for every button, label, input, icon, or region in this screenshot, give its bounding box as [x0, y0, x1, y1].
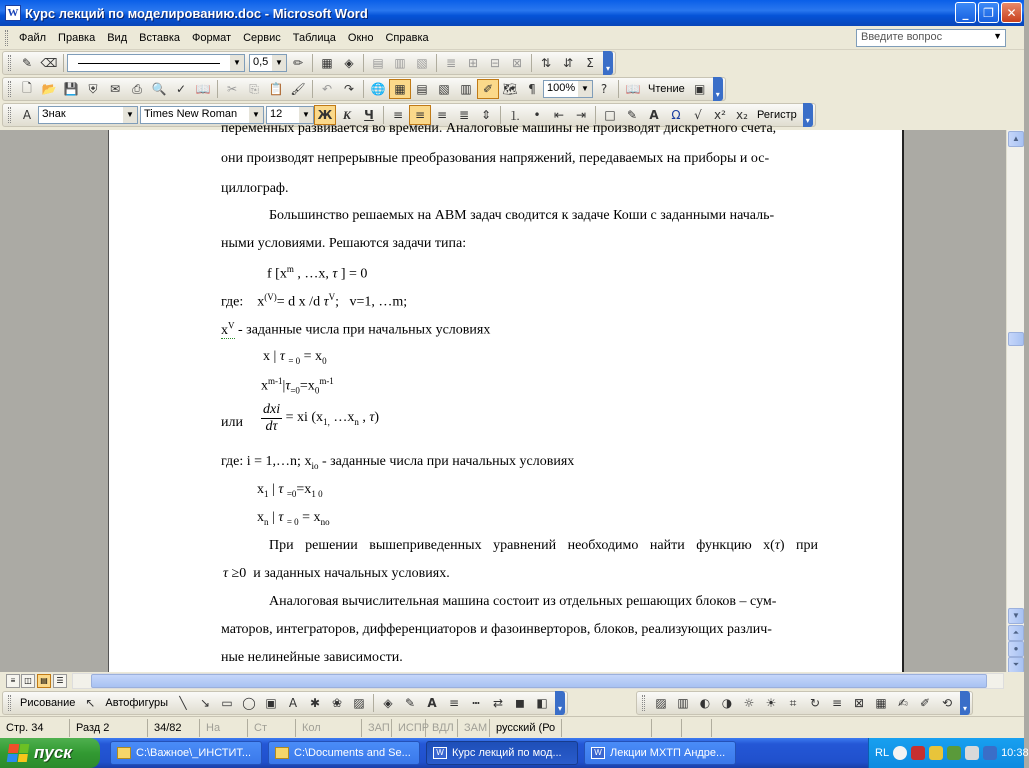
status-pages: 34/82	[148, 719, 200, 737]
dash-style-icon[interactable]: ┅	[472, 696, 480, 710]
fraction-equation[interactable]: dxi dτ = xi ($x_{1,}$ $\dots x_n$ , τ)	[263, 402, 379, 434]
select-objects-icon[interactable]: ↖	[85, 696, 96, 710]
equation-2[interactable]: где: $x^{(V)}= d$ x /d $\tau^V$; v=1, …m;	[221, 292, 408, 310]
windows-logo-icon	[7, 744, 30, 762]
line-icon[interactable]: ╲	[179, 696, 187, 710]
toolbar-options-icon[interactable]: ▾	[960, 691, 970, 715]
superscript-icon[interactable]: x²	[714, 108, 726, 122]
text-direction-icon[interactable]: ⇅	[540, 56, 552, 70]
print-layout-icon[interactable]: ▤	[37, 674, 51, 688]
menu-format[interactable]: Формат	[192, 31, 232, 44]
chevron-down-icon[interactable]: ▼	[249, 107, 263, 123]
split-cells-icon[interactable]: ▧	[416, 56, 428, 70]
io-subscript: io	[311, 460, 319, 471]
change-case-button[interactable]: Регистр	[757, 109, 797, 121]
font-color-icon[interactable]: A	[427, 696, 437, 710]
doc-line[interactable]: Большинство решаемых на АВМ задач сводится к задаче Коши с заданными началь-	[269, 208, 775, 223]
clip-art-icon[interactable]: ❀	[331, 696, 343, 710]
equation-5[interactable]: $x^{m-1}|\tau_{=0}=x_0^{m-1}$	[261, 376, 334, 396]
shadow-icon[interactable]: ◼	[515, 696, 525, 710]
status-rec[interactable]: ЗАП	[362, 719, 392, 737]
symbol-icon[interactable]: Ω	[671, 108, 681, 122]
read-button[interactable]: Чтение	[648, 83, 685, 95]
where-range-text: где: i = 1,…n; x	[221, 454, 312, 469]
chevron-down-icon[interactable]: ▼	[299, 107, 313, 123]
separator	[373, 694, 374, 712]
taskbar-item-active[interactable]	[426, 741, 578, 765]
oval-icon[interactable]: ◯	[242, 696, 256, 710]
help-placeholder: Введите вопрос	[861, 31, 943, 43]
numbering-icon[interactable]: ⒈	[508, 108, 521, 123]
zoom-value: 100%	[547, 82, 576, 94]
font-value: Times New Roman	[144, 108, 238, 120]
paste-icon[interactable]: 📋	[268, 82, 284, 96]
help-icon[interactable]: ?	[600, 82, 608, 96]
tables-toolbar-row	[0, 50, 1024, 76]
menu-grip[interactable]	[5, 30, 8, 46]
chevron-down-icon[interactable]: ▼	[578, 81, 592, 97]
restore-button[interactable]: ❐	[978, 2, 999, 23]
status-line: Ст	[248, 719, 296, 737]
color-icon[interactable]: ▥	[677, 696, 689, 710]
system-tray	[868, 738, 1029, 768]
picture-icon[interactable]: ▨	[353, 696, 365, 710]
rectangle-icon[interactable]: ▭	[221, 696, 233, 710]
toolbar-grip[interactable]	[8, 695, 11, 711]
arrow-icon[interactable]: ↘	[199, 696, 211, 710]
autosum-icon[interactable]: Σ	[586, 56, 594, 70]
tray-volume-icon[interactable]	[965, 746, 979, 760]
line-color-icon[interactable]: ✎	[404, 696, 416, 710]
web-view-icon[interactable]: ◫	[21, 674, 35, 688]
more-contrast-icon[interactable]: ◐	[699, 696, 711, 710]
permission-icon[interactable]: ⛨	[88, 81, 98, 96]
undo-icon[interactable]: ↶	[321, 82, 333, 96]
taskbar-item[interactable]	[268, 741, 420, 765]
taskbar-item[interactable]	[584, 741, 736, 765]
distribute-cols-icon[interactable]: ⊟	[489, 56, 501, 70]
styles-pane-icon[interactable]: A	[22, 108, 32, 122]
menu-file[interactable]: Файл	[19, 31, 47, 44]
tables-borders-toolbar	[2, 51, 616, 75]
drawing-toolbar	[2, 691, 568, 715]
menu-edit[interactable]: Правка	[58, 31, 96, 44]
taskbar-item-label: Лекции МХТП Андре...	[610, 747, 726, 759]
status-column: Кол	[296, 719, 362, 737]
subscript-icon[interactable]: x₂	[736, 108, 748, 122]
tray-bluetooth-icon[interactable]	[983, 746, 997, 760]
separator	[618, 80, 619, 98]
separator	[63, 54, 64, 72]
drawing-toolbar-row	[0, 690, 1024, 716]
italic-button[interactable]: К	[342, 107, 352, 122]
mode-icon[interactable]: ▣	[694, 82, 706, 96]
menu-table[interactable]: Таблица	[292, 31, 336, 44]
vertical-scrollbar[interactable]	[1006, 130, 1024, 672]
close-button[interactable]: ✕	[1001, 2, 1022, 23]
title-bar	[0, 0, 1024, 26]
status-at: На	[200, 719, 248, 737]
open-icon[interactable]: 📂	[41, 82, 57, 96]
equation-6[interactable]: $x_1$ | τ $_{=0}=x_{1 0}$	[257, 482, 323, 499]
line-weight-select[interactable]	[249, 54, 287, 72]
horizontal-scroll-thumb[interactable]	[91, 674, 987, 688]
distribute-rows-icon[interactable]: ⊞	[467, 56, 479, 70]
separator	[436, 54, 437, 72]
read-icon[interactable]: 📖	[625, 82, 641, 96]
text-wrapping-icon[interactable]: ▦	[875, 696, 887, 710]
solve-text: При решении вышеприведенных уравнений необходимо найти функцию x(	[269, 538, 775, 553]
toolbar-grip[interactable]	[8, 107, 11, 123]
tray-antivirus-icon[interactable]	[911, 746, 925, 760]
sort-icon[interactable]: ⇵	[562, 56, 574, 70]
chevron-down-icon[interactable]: ▼	[272, 55, 286, 71]
taskbar-item-label: C:\Documents and Se...	[294, 747, 411, 759]
equation-7[interactable]: $x_n$ | τ $_{= 0} = x_{no}$	[257, 510, 330, 527]
tray-arrow-icon[interactable]	[893, 746, 907, 760]
line-spacing-icon[interactable]: ⇕	[480, 108, 492, 122]
word-icon: W	[433, 747, 447, 759]
next-page-icon[interactable]: ⏷	[1008, 657, 1024, 673]
or-label[interactable]: или	[221, 415, 243, 430]
chevron-down-icon[interactable]: ▼	[123, 107, 137, 123]
bullets-icon[interactable]: •	[533, 108, 541, 122]
horizontal-scrollbar[interactable]	[72, 673, 1004, 689]
print-preview-icon[interactable]: 🔍	[151, 82, 167, 96]
status-ovr[interactable]: ЗАМ	[458, 719, 490, 737]
separator	[363, 80, 364, 98]
borders-icon[interactable]: ▦	[321, 56, 333, 70]
initial-conditions-text: и заданных начальных условиях.	[253, 566, 450, 581]
format-picture-icon[interactable]: ✍	[897, 696, 909, 710]
insert-picture-icon[interactable]: ▨	[655, 696, 667, 710]
line-style-icon[interactable]: ≡	[831, 696, 843, 710]
browse-object-icon[interactable]: ●	[1008, 641, 1024, 657]
start-button[interactable]	[0, 738, 100, 768]
align-right-icon[interactable]: ≡	[436, 108, 448, 122]
where-label: где:	[221, 294, 244, 310]
font-size-value: 12	[270, 108, 283, 120]
wordart-icon[interactable]: A	[288, 696, 298, 710]
reset-picture-icon[interactable]: ⟲	[941, 696, 953, 710]
underline-button[interactable]: Ч	[364, 108, 374, 122]
doc-line[interactable]: они производят непрерывные преобразования напряжений, передаваемых на приборы и ос-	[221, 151, 770, 166]
menu-help[interactable]: Справка	[385, 31, 429, 44]
chevron-down-icon[interactable]: ▼	[230, 55, 244, 71]
less-contrast-icon[interactable]: ◑	[721, 696, 733, 710]
window-title: Курс лекций по моделированию.doc - Microsoft Word	[25, 5, 368, 21]
style-select[interactable]	[38, 106, 138, 124]
more-brightness-icon[interactable]: ☼	[743, 696, 755, 710]
bold-button[interactable]: Ж	[314, 105, 336, 125]
format-painter-icon[interactable]: 🖌	[290, 82, 306, 96]
status-empty-1	[652, 719, 682, 737]
tables-borders-icon[interactable]: ▦	[389, 79, 411, 99]
shading-icon[interactable]: ◈	[344, 56, 354, 70]
help-search-input[interactable]	[856, 29, 1006, 47]
status-section: Разд 2	[70, 719, 148, 737]
new-document-icon[interactable]: 🗋	[22, 80, 32, 95]
clock[interactable]: 10:38	[1001, 747, 1029, 759]
align-left-icon[interactable]: ≡	[392, 108, 404, 122]
given-values-text-2: - заданные числа при начальных условиях	[318, 454, 575, 469]
separator	[531, 54, 532, 72]
font-color-icon[interactable]: A	[649, 108, 659, 122]
show-formatting-icon[interactable]: ¶	[528, 82, 536, 96]
picture-toolbar	[636, 691, 973, 715]
fill-color-icon[interactable]: ◈	[383, 696, 393, 710]
equation-4[interactable]: x | τ $_{= 0} = x_0$	[263, 349, 327, 366]
status-page: Стр. 34	[0, 719, 70, 737]
print-icon[interactable]: ⎙	[132, 81, 142, 96]
doc-line[interactable]: τ ≥0 и заданных начальных условиях.	[223, 566, 450, 581]
menu-insert[interactable]: Вставка	[139, 31, 181, 44]
drawing-menu-button[interactable]: Рисование	[20, 697, 76, 709]
insert-table-icon[interactable]: ▤	[372, 56, 384, 70]
equation-3[interactable]: $x^V$ - заданные числа при начальных условиях	[221, 320, 491, 338]
status-bar	[0, 716, 1024, 738]
insert-table-icon[interactable]: ▤	[416, 82, 428, 96]
line-style-icon[interactable]: ≡	[448, 696, 460, 710]
word-app-icon[interactable]: W	[5, 5, 21, 21]
doc-line[interactable]: При решении вышеприведенных уравнений необходимо найти функцию x(τ) при	[269, 538, 819, 553]
copy-icon[interactable]: ⎘	[249, 81, 259, 96]
equation-icon[interactable]: √	[694, 108, 702, 122]
align-center-icon[interactable]: ≡	[409, 105, 431, 125]
doc-line[interactable]: Аналоговая вычислительная машина состоит из отдельных решающих блоков – сум-	[269, 594, 777, 609]
columns-icon[interactable]: ▥	[460, 82, 472, 96]
solve-text-end: ) при	[779, 538, 819, 553]
line-style-select[interactable]	[67, 54, 245, 72]
highlight-icon[interactable]: ✎	[626, 108, 638, 122]
minimize-button[interactable]: _	[955, 2, 976, 23]
toolbar-grip[interactable]	[642, 695, 645, 711]
folder-icon	[275, 747, 289, 759]
previous-page-icon[interactable]: ⏶	[1008, 625, 1024, 641]
autofit-icon[interactable]: ⊠	[511, 56, 523, 70]
transparent-color-icon[interactable]: ✐	[919, 696, 931, 710]
separator	[312, 54, 313, 72]
toolbar-options-icon[interactable]: ▾	[713, 77, 723, 101]
scroll-up-icon[interactable]: ▲	[1008, 131, 1024, 147]
autoshapes-menu-button[interactable]: Автофигуры	[105, 697, 168, 709]
taskbar-item-label: C:\Важное\_ИНСТИТ...	[136, 747, 252, 759]
tray-network-icon[interactable]	[947, 746, 961, 760]
toolbar-options-icon[interactable]: ▾	[603, 51, 613, 75]
normal-view-icon[interactable]: ≡	[6, 674, 20, 688]
3d-icon[interactable]: ◧	[536, 696, 548, 710]
email-icon[interactable]: ✉	[109, 82, 121, 96]
increase-indent-icon[interactable]: ⇥	[575, 108, 587, 122]
doc-line[interactable]: ными условиями. Решаются задачи типа:	[221, 236, 467, 251]
hyperlink-icon[interactable]: 🌐	[370, 82, 386, 96]
taskbar-item-label: Курс лекций по мод...	[452, 747, 562, 759]
doc-line[interactable]: маторов, интеграторов, дифференциаторов и фазоинверторов, блоков, реализующих различ-	[221, 622, 772, 637]
doc-line[interactable]: ные нелинейные зависимости.	[221, 650, 403, 665]
border-color-icon[interactable]: ✏	[292, 56, 304, 70]
standard-toolbar	[2, 77, 726, 101]
diagram-icon[interactable]: ✱	[309, 696, 321, 710]
zoom-select[interactable]	[543, 80, 593, 98]
outline-view-icon[interactable]: ☰	[53, 674, 67, 688]
document-map-icon[interactable]: 🗺	[502, 82, 518, 96]
toolbar-grip[interactable]	[8, 55, 11, 71]
language-indicator[interactable]: RL	[875, 747, 890, 759]
equation-1[interactable]: f [$x^m$ , …x, τ ] = 0	[267, 264, 368, 282]
toolbar-grip[interactable]	[8, 81, 11, 97]
doc-line[interactable]: циллограф.	[221, 181, 289, 196]
separator	[312, 80, 313, 98]
start-label: пуск	[34, 743, 72, 762]
status-language: русский (Ро	[490, 719, 562, 737]
text-box-icon[interactable]: ▣	[265, 696, 277, 710]
separator	[363, 54, 364, 72]
crop-icon[interactable]: ⌗	[789, 695, 797, 710]
toolbar-options-icon[interactable]: ▾	[803, 103, 813, 127]
status-empty-2	[682, 719, 712, 737]
menu-window[interactable]: Окно	[347, 31, 374, 44]
justify-icon[interactable]: ≣	[458, 108, 470, 122]
status-spelling	[562, 719, 652, 737]
drawing-icon[interactable]: ✐	[477, 79, 499, 99]
less-brightness-icon[interactable]: ☀	[765, 696, 777, 710]
decrease-indent-icon[interactable]: ⇤	[553, 108, 565, 122]
menu-view[interactable]: Вид	[107, 31, 128, 44]
compress-icon[interactable]: ⊠	[853, 696, 865, 710]
insert-excel-icon[interactable]: ▧	[438, 82, 450, 96]
draw-table-icon[interactable]: ✎	[21, 56, 33, 70]
scroll-down-icon[interactable]: ▼	[1008, 608, 1024, 624]
chevron-down-icon[interactable]: ▼	[993, 31, 1002, 41]
horizontal-scroll-row	[0, 672, 1024, 690]
eraser-icon[interactable]: ⌫	[40, 56, 58, 70]
standard-toolbar-row	[0, 76, 1024, 102]
spelling-icon[interactable]: ✓	[175, 82, 187, 96]
doc-line[interactable]: переменных развивается во времени. Аналоговые машины не производят дискретного счета,	[221, 121, 777, 136]
redo-icon[interactable]: ↷	[343, 82, 355, 96]
arrow-style-icon[interactable]: ⇄	[492, 696, 504, 710]
rotate-icon[interactable]: ↻	[809, 696, 821, 710]
align-icon[interactable]: ≣	[445, 56, 457, 70]
folder-icon	[117, 747, 131, 759]
research-icon[interactable]: 📖	[195, 82, 211, 96]
status-trk[interactable]: ИСПР	[392, 719, 426, 737]
document-page	[108, 121, 904, 672]
document-area	[0, 121, 1006, 672]
doc-line[interactable]	[221, 454, 574, 471]
cut-icon[interactable]: ✂	[226, 82, 238, 96]
toolbar-options-icon[interactable]: ▾	[555, 691, 565, 715]
status-ext[interactable]: ВДЛ	[426, 719, 458, 737]
save-icon[interactable]: 💾	[63, 82, 79, 96]
separator	[217, 80, 218, 98]
taskbar	[0, 738, 1029, 768]
merge-cells-icon[interactable]: ▥	[394, 56, 406, 70]
style-value: Знак	[42, 108, 66, 120]
word-icon: W	[591, 747, 605, 759]
menu-tools[interactable]: Сервис	[243, 31, 281, 44]
taskbar-item[interactable]	[110, 741, 262, 765]
scroll-thumb[interactable]	[1008, 332, 1024, 346]
outside-border-icon[interactable]: □	[604, 108, 616, 122]
tray-app-icon[interactable]	[929, 746, 943, 760]
menu-bar	[0, 26, 1024, 50]
line-weight-value: 0,5	[253, 56, 269, 68]
given-values-text: - заданные числа при начальных условиях	[238, 322, 491, 338]
